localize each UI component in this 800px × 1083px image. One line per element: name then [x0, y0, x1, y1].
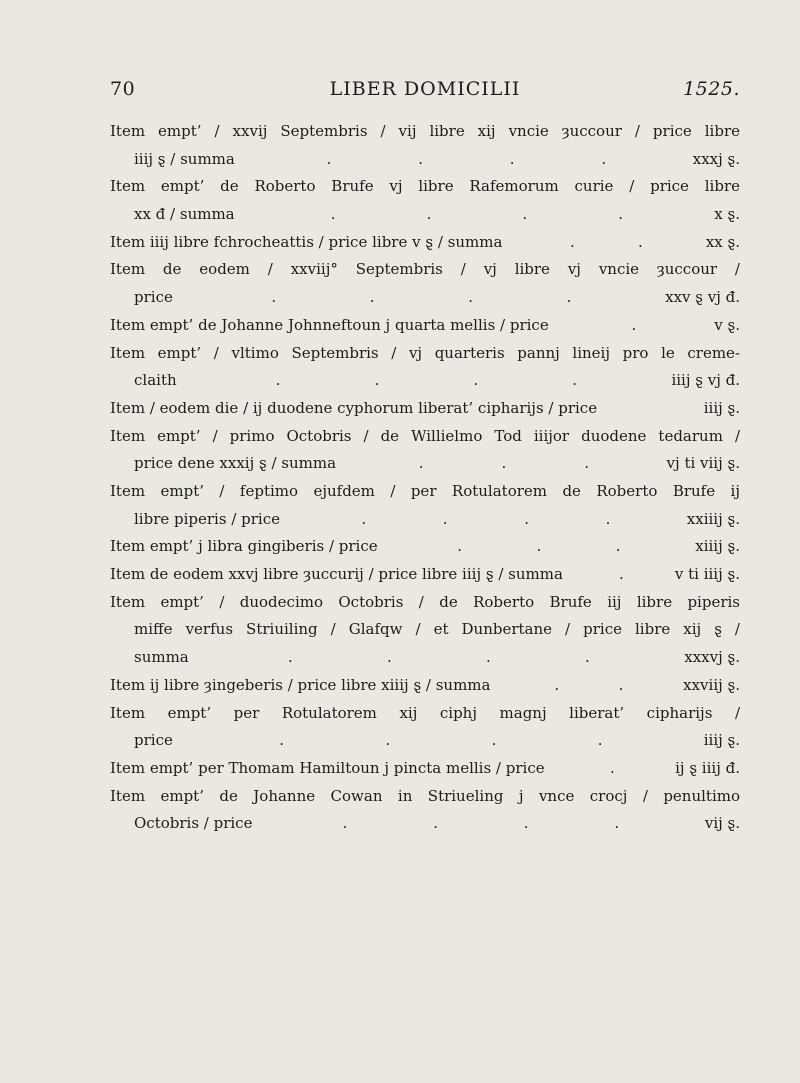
- account-entry: [110, 533, 740, 561]
- entry-line: Item empt’ / vltimo Septembris / vj quarteris pannj lineij pro le creme-: [110, 343, 740, 362]
- account-entry: [110, 783, 740, 838]
- account-entry: [110, 478, 740, 533]
- entry-line: miffe verfus Striuiling / Glafqw / et Dunbertane / price libre xij ȿ /: [134, 620, 740, 639]
- entry-amount: xxxj ȿ.: [692, 149, 740, 168]
- entry-line: price: [134, 731, 173, 750]
- entry-line: Item empt’ de Roberto Brufe vj libre Rafemorum curie / price libre: [110, 177, 740, 196]
- entry-total-line: iiij ȿ / summa xxxj ȿ. . . . .: [110, 146, 740, 174]
- entry-total-line: Item empt’ de Johanne Johnneftoun j quarta mellis / price v ȿ. .: [110, 312, 740, 340]
- account-entry: [110, 395, 740, 423]
- entry-amount: vj ti viij ȿ.: [666, 454, 740, 473]
- entry-amount: xiiij ȿ.: [695, 537, 740, 556]
- account-entry: [110, 561, 740, 589]
- account-entry: [110, 312, 740, 340]
- page-number: 70: [110, 78, 136, 100]
- entry-amount: iiij ȿ.: [703, 731, 740, 750]
- entry-total-line: Item iiij libre fchrocheattis / price libre v ȿ / summa xx ȿ. . .: [110, 229, 740, 257]
- entry-amount: iiij ȿ vj đ.: [671, 371, 740, 390]
- entry-amount: iiij ȿ.: [703, 398, 740, 417]
- entry-line: Item empt’ / feptimo ejufdem / per Rotulatorem de Roberto Brufe ij: [110, 482, 740, 501]
- account-entry: [110, 589, 740, 672]
- entry-total-line: xx đ / summa x ȿ. . . . .: [110, 201, 740, 229]
- account-entry: [110, 340, 740, 395]
- entry-total-line: price dene xxxij ȿ / summa vj ti viij ȿ. . . .: [110, 450, 740, 478]
- entry-line: Item ij libre ȝingeberis / price libre xiiij ȿ / summa: [110, 675, 491, 694]
- entry-total-line: price xxv ȿ vj đ. . . . .: [110, 284, 740, 312]
- entry-line: Item iiij libre fchrocheattis / price libre v ȿ / summa: [110, 232, 503, 251]
- entry-line: iiij ȿ / summa: [134, 149, 235, 168]
- entry-amount: xxv ȿ vj đ.: [665, 288, 740, 307]
- entry-total-line: price iiij ȿ. . . . .: [110, 727, 740, 755]
- running-header: [110, 78, 740, 108]
- account-entry: [110, 755, 740, 783]
- entry-line: Item empt’ de Johanne Cowan in Striueling j vnce crocj / penultimo: [110, 786, 740, 805]
- entry-line: price dene xxxij ȿ / summa: [134, 454, 337, 473]
- entry-line: summa: [134, 648, 189, 667]
- entry-line: Item empt’ / duodecimo Octobris / de Roberto Brufe iij libre piperis: [110, 592, 740, 611]
- entry-total-line: [110, 395, 740, 423]
- entry-amount: xxviij ȿ.: [683, 675, 740, 694]
- entry-line: Item / eodem die / ij duodene cyphorum liberat’ cipharijs / price: [110, 398, 598, 417]
- entry-line: Item empt’ / primo Octobris / de Willielmo Tod iiijor duodene tedarum /: [110, 426, 740, 445]
- account-entry: [110, 423, 740, 478]
- year-label: 1525.: [683, 78, 740, 100]
- entry-line: price: [134, 288, 173, 307]
- entry-amount: x ȿ.: [714, 205, 740, 224]
- entry-total-line: Item empt’ per Thomam Hamiltoun j pincta mellis / price ij ȿ iiij đ. .: [110, 755, 740, 783]
- entry-amount: v ȿ.: [714, 315, 740, 334]
- entry-amount: v ti iiij ȿ.: [674, 565, 740, 584]
- account-entry: [110, 700, 740, 755]
- entry-total-line: summa xxxvj ȿ. . . . .: [110, 644, 740, 672]
- entry-amount: xxiiij ȿ.: [686, 509, 740, 528]
- entry-line: Octobris / price: [134, 814, 253, 833]
- account-entry: [110, 229, 740, 257]
- entry-line: libre piperis / price: [134, 509, 280, 528]
- entry-line: Item empt’ de Johanne Johnneftoun j quarta mellis / price: [110, 315, 549, 334]
- entry-line: Item de eodem xxvj libre ȝuccurij / price libre iiij ȿ / summa: [110, 565, 563, 584]
- entry-total-line: libre piperis / price xxiiij ȿ. . . . .: [110, 506, 740, 534]
- entry-amount: ij ȿ iiij đ.: [675, 758, 740, 777]
- entry-total-line: Item ij libre ȝingeberis / price libre xiiij ȿ / summa xxviij ȿ. . .: [110, 672, 740, 700]
- account-entry: [110, 256, 740, 311]
- entry-total-line: claith iiij ȿ vj đ. . . . .: [110, 367, 740, 395]
- entry-amount: vij ȿ.: [704, 814, 740, 833]
- entry-total-line: Octobris / price vij ȿ. . . . .: [110, 810, 740, 838]
- account-entry: [110, 173, 740, 228]
- entry-line: xx đ / summa: [134, 205, 235, 224]
- entry-amount: xx ȿ.: [705, 232, 740, 251]
- entry-line: claith: [134, 371, 177, 390]
- account-entry: [110, 118, 740, 173]
- entry-total-line: Item empt’ j libra gingiberis / price xiiij ȿ. . . .: [110, 533, 740, 561]
- entry-line: Item de eodem / xxviij° Septembris / vj libre vj vncie ȝuccour /: [110, 260, 740, 279]
- entry-amount: xxxvj ȿ.: [684, 648, 740, 667]
- entry-line: Item empt’ per Rotulatorem xij ciphj magnj liberat’ cipharijs /: [110, 703, 740, 722]
- entry-line: Item empt’ j libra gingiberis / price: [110, 537, 378, 556]
- entry-line: Item empt’ per Thomam Hamiltoun j pincta mellis / price: [110, 758, 545, 777]
- account-entry: [110, 672, 740, 700]
- entry-total-line: Item de eodem xxvj libre ȝuccurij / price libre iiij ȿ / summa v ti iiij ȿ. .: [110, 561, 740, 589]
- account-entries: [110, 118, 740, 838]
- running-title: LIBER DOMICILII: [329, 78, 521, 100]
- entry-line: Item empt’ / xxvij Septembris / vij libre xij vncie ȝuccour / price libre: [110, 122, 740, 140]
